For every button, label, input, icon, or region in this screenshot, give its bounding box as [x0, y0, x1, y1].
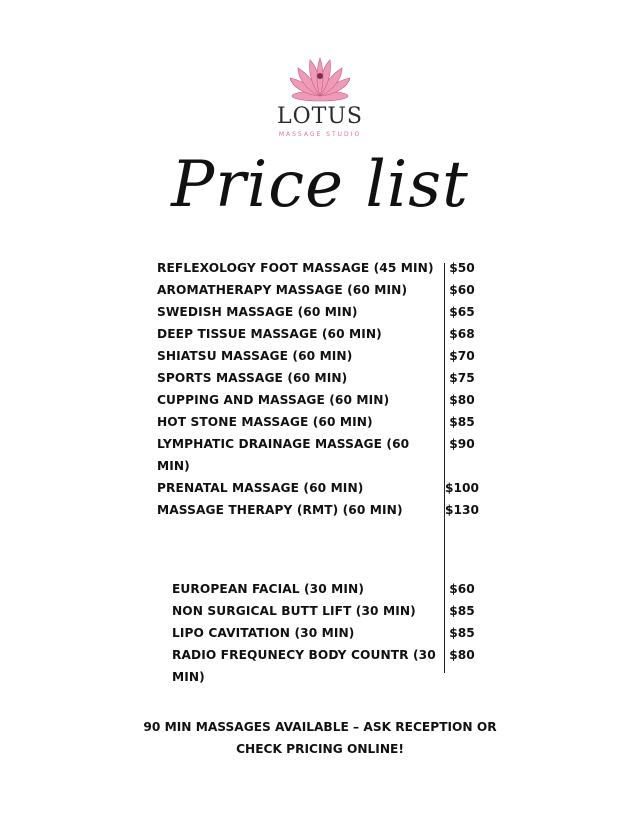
- footer-note: [0, 716, 640, 760]
- price-row: [172, 644, 487, 688]
- service-price: $90: [449, 437, 475, 451]
- service-price: $70: [449, 349, 475, 363]
- price-row: [172, 578, 487, 600]
- service-price: $85: [449, 604, 475, 618]
- service-price: $100: [445, 481, 479, 495]
- service-name: REFLEXOLOGY FOOT MASSAGE (45 MIN): [157, 261, 434, 275]
- service-name: SWEDISH MASSAGE (60 MIN): [157, 305, 358, 319]
- brand-tagline: MASSAGE STUDIO: [278, 131, 362, 138]
- page-title: Price list: [171, 148, 469, 222]
- footer-line-1: 90 MIN MASSAGES AVAILABLE – ASK RECEPTION OR: [143, 720, 497, 734]
- price-row: [157, 389, 487, 411]
- price-row: [157, 433, 487, 477]
- price-row: [157, 345, 487, 367]
- service-name: DEEP TISSUE MASSAGE (60 MIN): [157, 327, 382, 341]
- price-row: [157, 367, 487, 389]
- service-name: SHIATSU MASSAGE (60 MIN): [157, 349, 353, 363]
- price-row: [157, 301, 487, 323]
- service-name: SPORTS MASSAGE (60 MIN): [157, 371, 348, 385]
- price-row: [157, 323, 487, 345]
- price-row: [172, 600, 487, 622]
- service-price: $130: [445, 503, 479, 517]
- service-name: LYMPHATIC DRAINAGE MASSAGE (60 MIN): [157, 437, 410, 473]
- price-row: [157, 477, 487, 499]
- service-price: $80: [449, 648, 475, 662]
- service-name: HOT STONE MASSAGE (60 MIN): [157, 415, 373, 429]
- service-price: $85: [449, 626, 475, 640]
- service-price: $65: [449, 305, 475, 319]
- price-row: [157, 279, 487, 301]
- logo: [0, 56, 640, 138]
- service-name: AROMATHERAPY MASSAGE (60 MIN): [157, 283, 408, 297]
- service-price: $85: [449, 415, 475, 429]
- service-name: LIPO CAVITATION (30 MIN): [172, 626, 355, 640]
- price-row: [157, 411, 487, 433]
- service-name: PRENATAL MASSAGE (60 MIN): [157, 481, 364, 495]
- service-price: $75: [449, 371, 475, 385]
- massage-price-list: [157, 257, 487, 521]
- service-name: CUPPING AND MASSAGE (60 MIN): [157, 393, 390, 407]
- service-name: NON SURGICAL BUTT LIFT (30 MIN): [172, 604, 416, 618]
- price-row: [172, 622, 487, 644]
- brand-name: LOTUS: [277, 104, 363, 129]
- service-price: $60: [449, 582, 475, 596]
- service-price: $68: [449, 327, 475, 341]
- service-price: $50: [449, 261, 475, 275]
- service-price: $60: [449, 283, 475, 297]
- service-name: EUROPEAN FACIAL (30 MIN): [172, 582, 364, 596]
- service-name: RADIO FREQUNECY BODY COUNTR (30 MIN): [172, 648, 436, 684]
- service-name: MASSAGE THERAPY (RMT) (60 MIN): [157, 503, 403, 517]
- lotus-flower-icon: [288, 56, 352, 102]
- price-row: [157, 499, 487, 521]
- service-price: $80: [449, 393, 475, 407]
- footer-line-2: CHECK PRICING ONLINE!: [236, 742, 404, 756]
- treatment-price-list: [172, 578, 487, 688]
- price-row: [157, 257, 487, 279]
